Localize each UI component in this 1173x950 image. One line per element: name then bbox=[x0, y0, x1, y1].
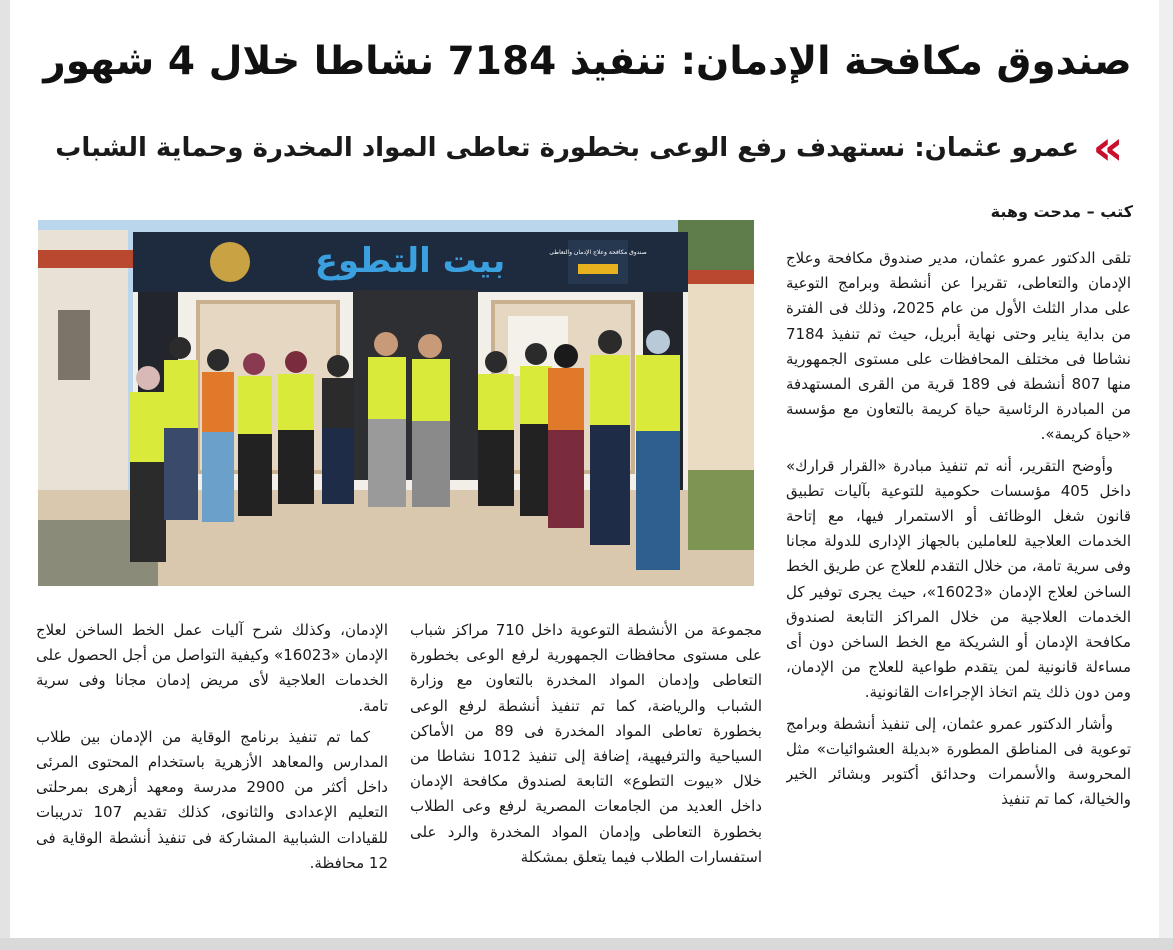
sign-text: بيت التطوع bbox=[314, 241, 506, 281]
person bbox=[130, 366, 166, 562]
paragraph: وأشار الدكتور عمرو عثمان، إلى تنفيذ أنشطة وبرامج توعوية فى المناطق المطورة «بديلة العشوائيات» مثل المحروسة والأسمرات وحدائق أكتوبر وبشائر الخير والخيالة، كما تم تنفيذ bbox=[786, 714, 1131, 809]
paragraph: وأوضح التقرير، أنه تم تنفيذ مبادرة «القرار قرارك» داخل 405 مؤسسات حكومية للتوعية بآليات تطبيق قانون شغل الوظائف أو الاستمرار فيها، مع إتاحة الخدمات العلاجية للعاملين بالجهاز الإدارى للدولة مجانا وفى سرية تامة، من خلال التقدم للعلاج عن طريق الخط الساخن لعلاج الإدمان «16023»، حيث يجرى توفير كل الخدمات العلاجية من خلال المراكز التابعة لصندوق مكافحة الإدمان أو الشريكة مع الخط الساخن دون أى مساءلة قانونية لمن يتقدم طواعية للعلاج من الإدمان، ومن دون ذلك يتم اتخاذ الإجراءات القانونية. bbox=[786, 456, 1131, 702]
emblem-left bbox=[210, 242, 250, 282]
article-column-right bbox=[786, 246, 1131, 902]
person bbox=[590, 330, 630, 545]
logo-hands bbox=[578, 264, 618, 274]
roof-left bbox=[38, 250, 138, 268]
subheadline: عمرو عثمان: نستهدف رفع الوعى بخطورة تعاطى المواد المخدرة وحماية الشباب bbox=[55, 133, 1079, 163]
page-edge-right bbox=[1159, 0, 1173, 950]
person bbox=[520, 343, 552, 516]
paragraph: تلقى الدكتور عمرو عثمان، مدير صندوق مكافحة وعلاج الإدمان والتعاطى، تقريرا عن أنشطة وبرامج التوعية على مدار الثلث الأول من عام 2025، وذلك فى الفترة من بداية يناير وحتى نهاية أبريل، حيث تم تنفيذ 7184 نشاطا فى مختلف المحافظات على مستوى الجمهورية منها 807 أنشطة فى 189 قرية من القرى المستهدفة من المبادرة الرئاسية حياة كريمة بالتعاون مع مؤسسة «حياة كريمة». bbox=[786, 249, 1131, 444]
subheadline-row bbox=[40, 118, 1135, 178]
headline: صندوق مكافحة الإدمان: تنفيذ 7184 نشاطا خلال 4 شهور bbox=[43, 39, 1132, 84]
person bbox=[368, 332, 406, 507]
article-column-left bbox=[36, 618, 388, 904]
person bbox=[548, 344, 584, 528]
person bbox=[636, 330, 680, 570]
roof-right bbox=[688, 270, 754, 284]
person bbox=[238, 353, 272, 516]
byline: كتب – مدحت وهبة bbox=[990, 202, 1133, 221]
sign-small-text: صندوق مكافحة وعلاج الإدمان والتعاطى bbox=[549, 249, 647, 256]
page-edge-bottom bbox=[0, 938, 1173, 950]
person bbox=[412, 334, 450, 507]
person bbox=[478, 351, 514, 506]
paragraph: كما تم تنفيذ برنامج الوقاية من الإدمان بين طلاب المدارس والمعاهد الأزهرية باستخدام المحتوى المرئى داخل أكثر من 2900 مدرسة ومعهد أزهرى بمرحلتى التعليم الإعدادى والثانوى، كذلك تقديم 107 تدريبات للقيادات الشبابية المشاركة فى تنفيذ أنشطة الوقاية فى 12 محافظة. bbox=[36, 727, 388, 872]
person bbox=[164, 337, 198, 520]
photo-illustration bbox=[38, 220, 754, 586]
page-edge-left bbox=[0, 0, 10, 950]
plants-right bbox=[688, 470, 754, 550]
window-left bbox=[58, 310, 90, 380]
article-photo bbox=[38, 220, 754, 586]
person bbox=[202, 349, 234, 522]
double-chevron-icon: » bbox=[1092, 120, 1124, 176]
paragraph: مجموعة من الأنشطة التوعوية داخل 710 مراكز شباب على مستوى محافظات الجمهورية لرفع الوعى بخطورة التعاطى وإدمان المواد المخدرة بالتعاون مع وزارة الشباب والرياضة، كما تم تنفيذ أنشطة لرفع الوعى بخطورة تعاطى المواد المخدرة فى 89 من الأماكن السياحية والترفيهية، إضافة إلى تنفيذ 1012 نشاطا من خلال «بيوت التطوع» التابعة لصندوق مكافحة الإدمان داخل العديد من الجامعات المصرية لرفع وعى الطلاب بخطورة التعاطى وإدمان المواد المخدرة والرد على استفسارات الطلاب فيما يتعلق بمشكلة bbox=[410, 621, 762, 866]
article-column-middle bbox=[410, 618, 762, 904]
paragraph: الإدمان، وكذلك شرح آليات عمل الخط الساخن لعلاج الإدمان «16023» وكيفية التواصل من أجل الحصول على الخدمات العلاجية لأى مريض إدمان مجانا وفى سرية تامة. bbox=[36, 621, 388, 715]
logo-panel bbox=[568, 240, 628, 284]
